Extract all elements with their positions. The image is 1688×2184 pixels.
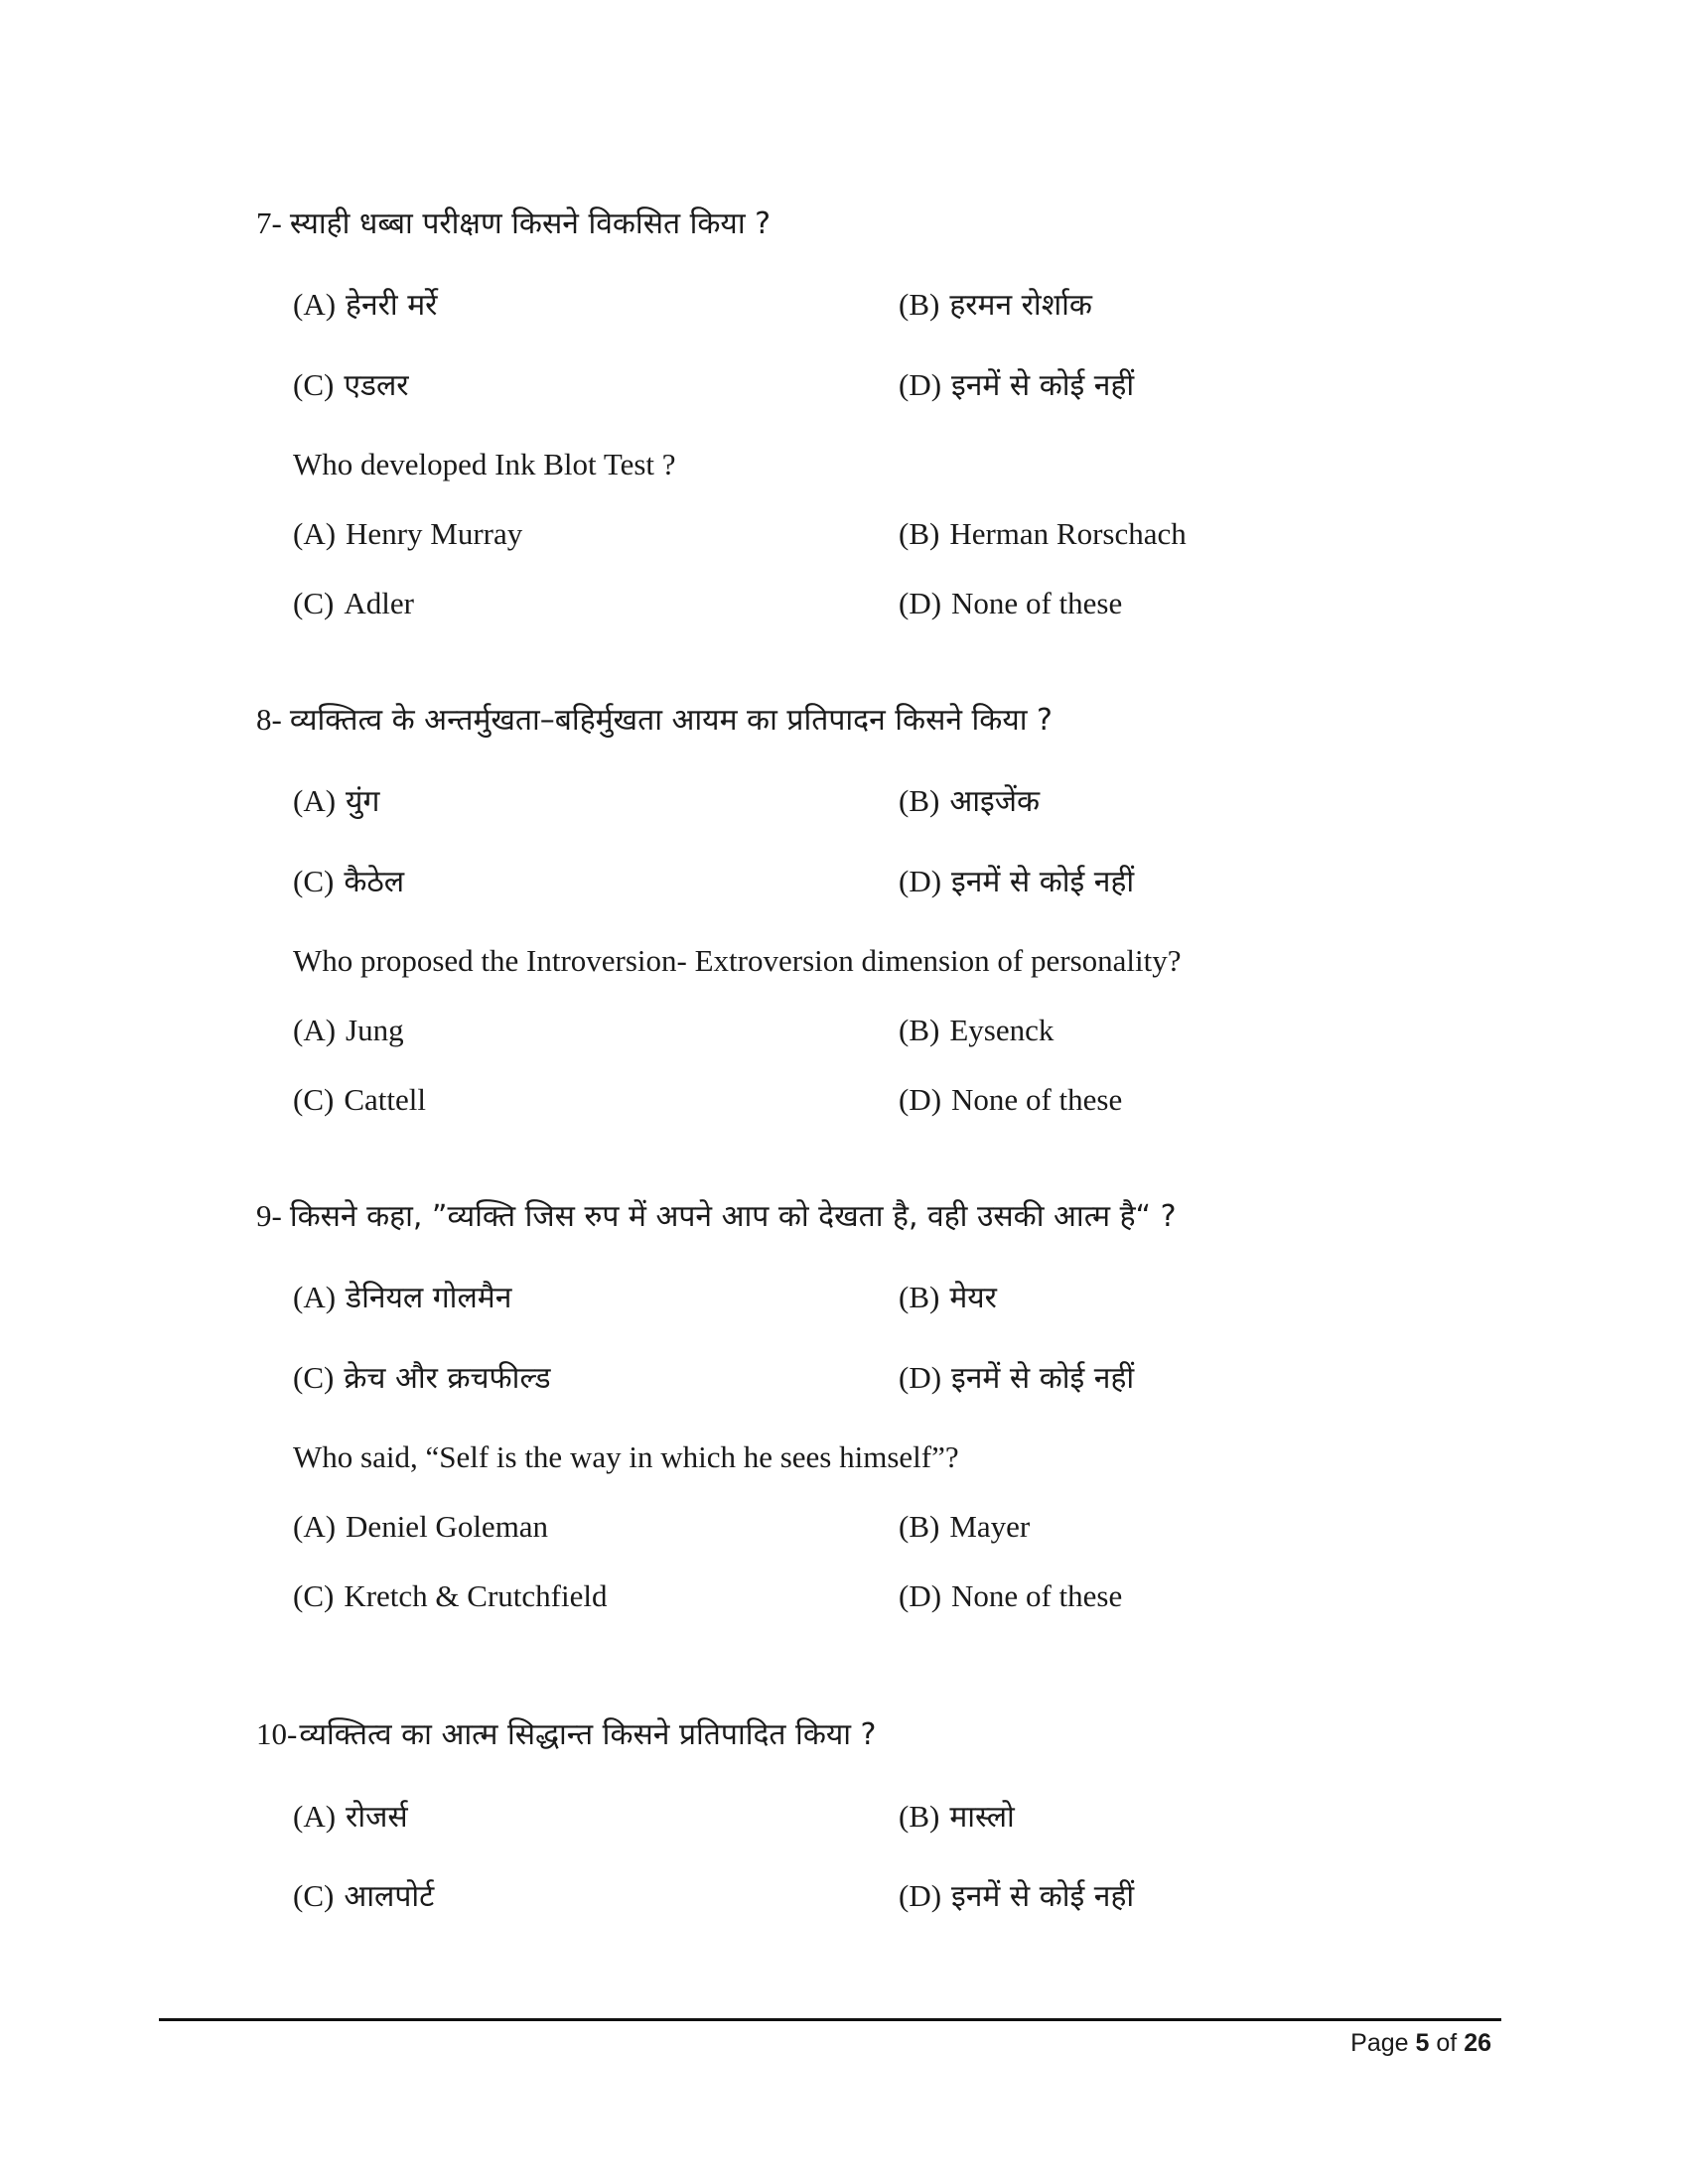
question-number: 8- <box>256 702 282 737</box>
question-number: 7- <box>256 205 282 240</box>
option-a-english: (A) Deniel Goleman <box>293 1509 549 1544</box>
option-c-hindi: (C) कैठेल <box>293 864 405 899</box>
option-c-hindi: (C) एडलर <box>293 367 409 403</box>
question-7 <box>256 204 771 244</box>
option-b-hindi: (B) मेयर <box>899 1280 997 1315</box>
option-a-hindi: (A) डेनियल गोलमैन <box>293 1280 512 1315</box>
option-d-hindi: (D) इनमें से कोई नहीं <box>899 1878 1135 1914</box>
option-c-english: (C) Cattell <box>293 1082 426 1117</box>
option-d-english: (D) None of these <box>899 1082 1123 1117</box>
question-number: 10- <box>256 1716 298 1751</box>
question-text-english: Who proposed the Introversion- Extroversion dimension of personality? <box>293 943 1182 978</box>
footer-divider <box>159 2018 1501 2021</box>
question-text-hindi: व्यक्तित्व के अन्तर्मुखता–बहिर्मुखता आयम का प्रतिपादन किसने किया ? <box>289 703 1053 738</box>
option-a-hindi: (A) हेनरी मर्रे <box>293 287 438 323</box>
question-10 <box>256 1714 876 1755</box>
total-pages: 26 <box>1464 2029 1491 2057</box>
option-b-hindi: (B) हरमन रोर्शाक <box>899 287 1092 323</box>
option-b-english: (B) Eysenck <box>899 1013 1055 1047</box>
question-text-hindi: स्याही धब्बा परीक्षण किसने विकसित किया ? <box>289 206 772 241</box>
option-d-hindi: (D) इनमें से कोई नहीं <box>899 367 1135 403</box>
option-c-english: (C) Kretch & Crutchfield <box>293 1578 608 1613</box>
option-d-hindi: (D) इनमें से कोई नहीं <box>899 1360 1135 1396</box>
option-d-hindi: (D) इनमें से कोई नहीं <box>899 864 1135 899</box>
option-b-english: (B) Herman Rorschach <box>899 516 1187 551</box>
option-a-hindi: (A) रोजर्स <box>293 1799 408 1835</box>
question-text-hindi: किसने कहा, ”व्यक्ति जिस रुप में अपने आप को देखता है, वही उसकी आत्म है“ ? <box>289 1199 1177 1234</box>
page-word: Page <box>1350 2029 1409 2057</box>
option-b-hindi: (B) मास्लो <box>899 1799 1015 1835</box>
question-9 <box>256 1196 1177 1237</box>
option-c-hindi: (C) आलपोर्ट <box>293 1878 435 1914</box>
option-a-hindi: (A) युंग <box>293 783 380 819</box>
option-d-english: (D) None of these <box>899 1578 1123 1613</box>
option-b-hindi: (B) आइजेंक <box>899 783 1041 819</box>
question-number: 9- <box>256 1198 282 1233</box>
question-8 <box>256 700 1053 741</box>
option-c-english: (C) Adler <box>293 586 414 620</box>
option-d-english: (D) None of these <box>899 586 1123 620</box>
option-a-english: (A) Jung <box>293 1013 404 1047</box>
option-a-english: (A) Henry Murray <box>293 516 523 551</box>
question-text-hindi: व्यक्तित्व का आत्म सिद्धान्त किसने प्रतिपादित किया ? <box>299 1717 877 1752</box>
of-word: of <box>1436 2029 1458 2057</box>
option-c-hindi: (C) क्रेच और क्रचफील्ड <box>293 1360 551 1396</box>
question-text-english: Who developed Ink Blot Test ? <box>293 447 676 481</box>
option-b-english: (B) Mayer <box>899 1509 1031 1544</box>
question-text-english: Who said, “Self is the way in which he sees himself”? <box>293 1439 959 1474</box>
current-page: 5 <box>1415 2029 1430 2057</box>
page-number-footer <box>1350 2025 1491 2061</box>
